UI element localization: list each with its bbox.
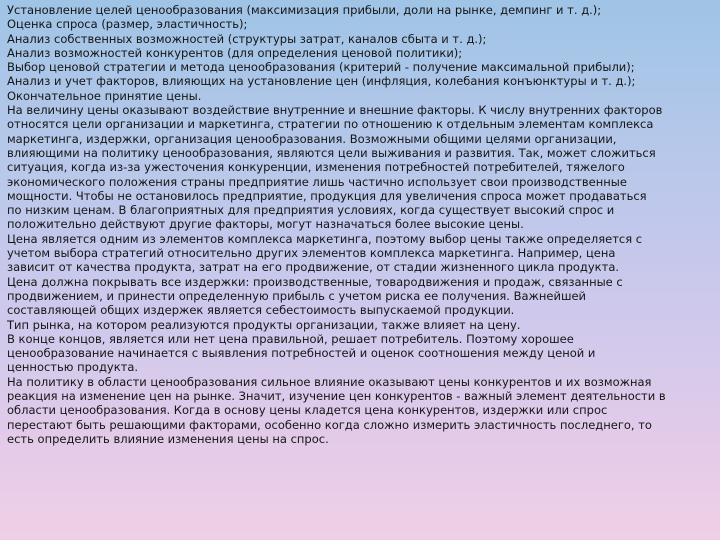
- text-line: Установление целей ценообразования (максимизация прибыли, доли на рынке, демпинг и т. д.);: [7, 3, 602, 17]
- text-line: Тип рынка, на котором реализуются продукты организации, также влияет на цену.: [7, 317, 521, 332]
- text-line: учетом выбора стратегий относительно других элементов комплекса маркетинга. Например, цена: [7, 246, 616, 261]
- text-paragraph: [7, 17, 720, 31]
- text-line: ценностью продукта.: [7, 360, 139, 375]
- text-line: маркетинга, издержки, организация ценообразования. Возможными общими целями организации,: [7, 131, 617, 146]
- text-line: мощности. Чтобы не остановилось предприятие, продукция для увеличения спроса может продаваться: [7, 188, 647, 203]
- text-line: влияющими на политику ценообразования, являются цели выживания и развития. Так, может сложиться: [7, 145, 656, 160]
- text-line: по низким ценам. В благоприятных для предприятия условиях, когда существует высокий спрос и: [7, 203, 615, 218]
- text-line: В конце концов, является или нет цена правильной, решает потребитель. Поэтому хорошее: [7, 331, 574, 346]
- text-line: Цена является одним из элементов комплекса маркетинга, поэтому выбор цены также определяется с: [7, 231, 643, 246]
- text-line: зависит от качества продукта, затрат на его продвижение, от стадии жизненного цикла продукта.: [7, 260, 620, 275]
- text-line: перестают быть решающими факторами, особенно когда сложно измерить эластичность последнего, то: [7, 417, 652, 432]
- text-paragraph: [7, 46, 720, 60]
- text-line: Оценка спроса (размер, эластичность);: [7, 17, 248, 32]
- text-paragraph: [7, 3, 720, 17]
- text-line: продвижением, и принести определенную прибыль с учетом риска ее получения. Важнейшей: [7, 288, 587, 303]
- text-line: области ценообразования. Когда в основу цены кладется цена конкурентов, издержки или спрос: [7, 403, 608, 418]
- text-line: Выбор ценовой стратегии и метода ценообразования (критерий - получение максимальной прибыли);: [7, 60, 635, 75]
- text-paragraph: [7, 275, 720, 318]
- text-paragraph: [7, 74, 720, 88]
- text-line: Анализ собственных возможностей (структуры затрат, каналов сбыта и т. д.);: [7, 31, 487, 46]
- text-line: относятся цели организации и маркетинга, стратегии по отношению к отдельным элементам комплекса: [7, 117, 654, 132]
- text-line: ситуация, когда из-за ужесточения конкуренции, изменения потребностей потребителей, тяжелого: [7, 160, 625, 175]
- text-paragraph: [7, 103, 720, 232]
- slide-text-body: [7, 3, 720, 540]
- text-paragraph: [7, 318, 720, 332]
- text-paragraph: [7, 89, 720, 103]
- text-line: составляющей общих издержек является себестоимость выпускаемой продукции.: [7, 303, 515, 318]
- text-paragraph: [7, 32, 720, 46]
- text-line: есть определить влияние изменения цены на спрос.: [7, 431, 329, 446]
- text-paragraph: [7, 375, 720, 446]
- text-line: Цена должна покрывать все издержки: производственные, товародвижения и продаж, связанные с: [7, 274, 623, 289]
- text-paragraph: [7, 60, 720, 74]
- text-line: ценообразование начинается с выявления потребностей и оценок соотношения между ценой и: [7, 346, 596, 361]
- text-paragraph: [7, 332, 720, 375]
- text-line: На политику в области ценообразования сильное влияние оказывают цены конкурентов и их возможная: [7, 374, 652, 389]
- text-line: реакция на изменение цен на рынке. Значит, изучение цен конкурентов - важный элемент деятельности в: [7, 389, 666, 404]
- text-line: положительно действуют другие факторы, могут назначаться более высокие цены.: [7, 217, 524, 232]
- text-line: Анализ и учет факторов, влияющих на установление цен (инфляция, колебания конъюнктуры и т. д.);: [7, 74, 636, 89]
- text-line: экономического положения страны предприятие лишь частично использует свои производственные: [7, 174, 627, 189]
- text-paragraph: [7, 232, 720, 275]
- text-line: На величину цены оказывают воздействие внутренние и внешние факторы. К числу внутренних факторов: [7, 103, 663, 118]
- text-line: Анализ возможностей конкурентов (для определения ценовой политики);: [7, 45, 463, 60]
- text-line: Окончательное принятие цены.: [7, 88, 202, 103]
